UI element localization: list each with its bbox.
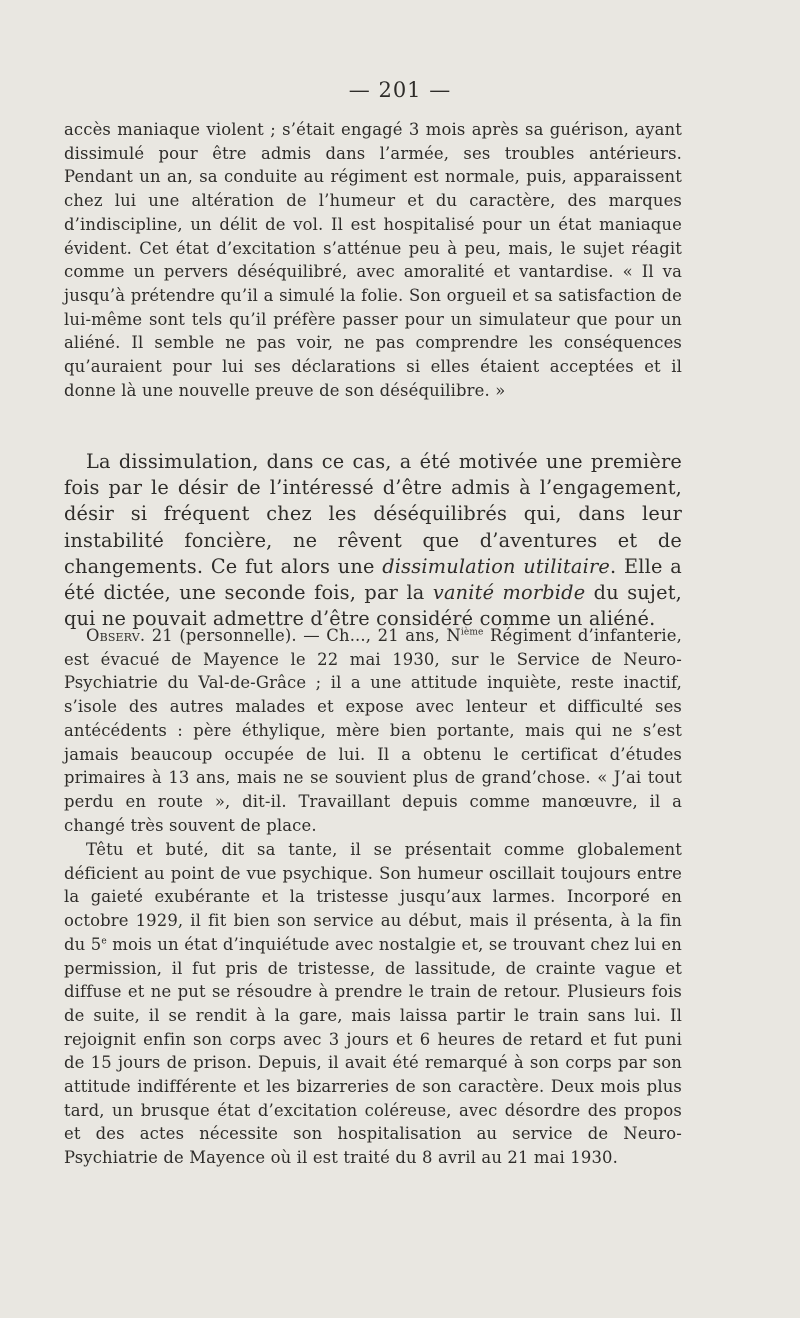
italic-term: dissimulation utilitaire	[382, 554, 610, 578]
text-run: . Elle a été dictée, une seconde fois, par la	[64, 554, 682, 605]
paragraph-case-continuation	[64, 118, 682, 402]
paragraph-observation-21	[64, 624, 682, 837]
paragraph-text: accès maniaque violent ; s’était engagé 3 mois après sa guérison, ayant dissimulé pour être admis dans l’armée, ses troubles antérieurs. Pendant un an, sa conduite au régiment est normale, puis, apparaissent chez lui une altération de l’humeur et du caractère, des marques d’indiscipline, un délit de vol. Il est hospitalisé pour un état maniaque évident. Cet état d’excitation s’atténue peu à peu, mais, le sujet réagit comme un pervers déséquilibré, avec amoralité et vantardise. « Il va jusqu’à prétendre qu’il a simulé la folie. Son orgueil et sa satisfaction de lui-même sont tels qu’il préfère passer pour un simulateur que pour un aliéné. Il semble ne pas voir, ne pas comprendre les conséquences qu’auraient pour lui ses déclarations si elles étaient acceptées et il donne là une nouvelle preuve de son déséquilibre. »	[64, 120, 682, 400]
text-run: La dissimulation, dans ce cas, a été motivée une première fois par le désir de l’intéressé d’être admis à l’engagement, désir si fréquent chez les déséquilibrés qui, dans leur instabilité foncière, ne rêvent que d’aventures et de changements. Ce fut alors une	[64, 450, 682, 578]
paragraph-text	[64, 624, 682, 837]
page-number: — 201 —	[348, 78, 452, 102]
paragraph-text	[64, 838, 682, 1170]
text-run: du sujet, qui ne pouvait admettre d’être considéré comme un aliéné.	[64, 581, 682, 631]
text-run: 21 (personnelle). — Ch..., 21 ans, N	[145, 626, 461, 645]
italic-term: vanité morbide	[432, 581, 586, 605]
text-run: Têtu et buté, dit sa tante, il se présentait comme globalement déficient au point de vue psychique. Son humeur oscillait toujours entre la gaieté exubérante et la tristesse jusqu’aux larmes. Incorporé en octobre 1929, il fit bien son service au début, mais il présenta, à la fin du 5	[64, 840, 682, 954]
superscript: e	[101, 936, 107, 947]
text-run: Régiment d’infanterie, est évacué de Mayence le 22 mai 1930, sur le Service de Neuro-Psychiatrie du Val-de-Grâce ; il a une attitude inquiète, reste inactif, s’isole des autres malades et expose avec lenteur et difficulté ses antécédents : père éthylique, mère bien portante, mais qui ne s’est jamais beaucoup occupée de lui. Il a obtenu le certificat d’études primaires à 13 ans, mais ne se souvient plus de grand’chose. « J’ai tout perdu en route », dit-il. Travaillant depuis comme manœuvre, il a changé très souvent de place.	[64, 626, 683, 835]
observation-label: Observ.	[86, 626, 146, 645]
superscript: ième	[460, 627, 484, 638]
paragraph-observation-history	[64, 838, 682, 1170]
paragraph-text	[64, 449, 682, 632]
paragraph-dissimulation-discussion	[64, 449, 682, 632]
text-run: mois un état d’inquiétude avec nostalgie et, se trouvant chez lui en permission, il fut pris de tristesse, de lassitude, de crainte vague et diffuse et ne put se résoudre à prendre le train de retour. Plusieurs fois de suite, il se rendit à la gare, mais laissa partir le train sans lui. Il rejoignit enfin son corps avec 3 jours et 6 heures de retard et fut puni de 15 jours de prison. Depuis, il avait été remarqué à son corps par son attitude indifférente et les bizarreries de son caractère. Deux mois plus tard, un brusque état d’excitation coléreuse, avec désordre des propos et des actes nécessite son hospitalisation au service de Neuro-Psychiatrie de Mayence où il est traité du 8 avril au 21 mai 1930.	[64, 934, 682, 1168]
